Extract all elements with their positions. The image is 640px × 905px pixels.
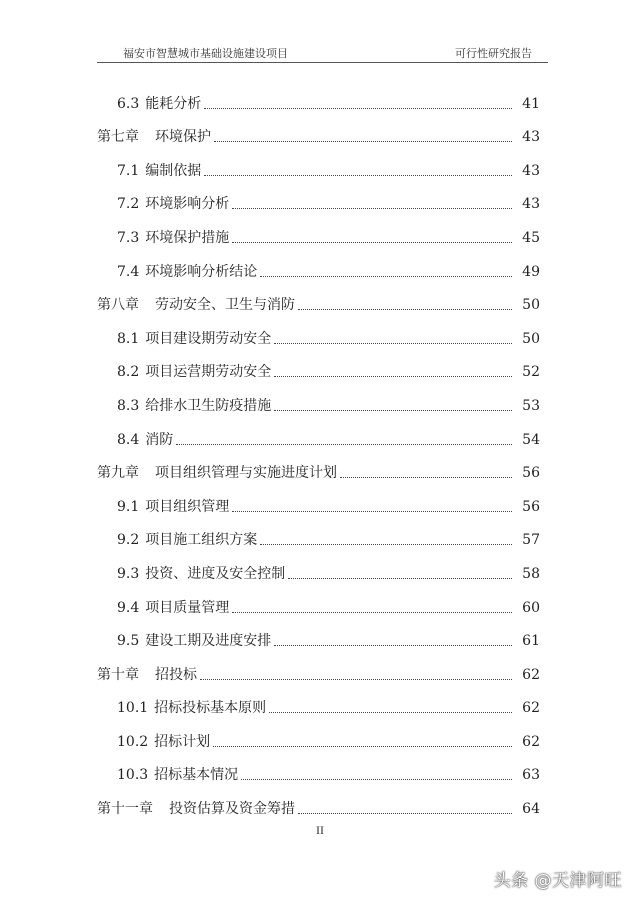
toc-leader-dots	[214, 141, 512, 142]
toc-entry-number: 第七章	[97, 129, 139, 146]
toc-leader-dots	[298, 309, 512, 310]
toc-section-entry	[97, 315, 542, 349]
toc-entry-page: 43	[522, 162, 540, 179]
toc-entry-title: 消防	[145, 431, 174, 448]
toc-leader-dots	[298, 813, 512, 814]
page-header	[97, 40, 548, 63]
toc-entry-number: 7.4	[117, 263, 140, 280]
header-project-title: 福安市智慧城市基础设施建设项目	[123, 47, 288, 60]
toc-section-entry	[97, 517, 542, 551]
toc-leader-dots	[232, 208, 512, 209]
toc-entry-title: 环境保护	[155, 129, 211, 146]
toc-entry-number: 10.2	[117, 733, 149, 750]
toc-leader-dots	[176, 444, 512, 445]
toc-entry-number: 9.1	[117, 498, 140, 515]
toc-section-entry	[97, 618, 542, 652]
toc-entry-page: 54	[522, 431, 540, 448]
toc-entry-number: 第十一章	[97, 801, 153, 818]
toc-leader-dots	[232, 511, 512, 512]
toc-entry-page: 62	[522, 666, 540, 683]
page-number: II	[316, 823, 324, 837]
toc-section-entry	[97, 718, 542, 752]
toc-entry-page: 50	[522, 330, 540, 347]
toc-entry-number: 8.4	[117, 431, 140, 448]
toc-entry-page: 43	[522, 196, 540, 213]
toc-leader-dots	[204, 108, 512, 109]
toc-entry-number: 7.3	[117, 229, 140, 246]
toc-entry-number: 8.3	[117, 397, 140, 414]
toc-entry-number: 第十章	[97, 666, 139, 683]
toc-entry-number: 9.4	[117, 599, 140, 616]
toc-section-entry	[97, 483, 542, 517]
toc-entry-page: 49	[522, 263, 540, 280]
toc-leader-dots	[204, 175, 512, 176]
toc-entry-title: 给排水卫生防疫措施	[145, 397, 272, 414]
toc-section-entry	[97, 214, 542, 248]
toc-entry-title: 投资估算及资金筹措	[169, 801, 295, 818]
toc-entry-number: 9.3	[117, 565, 140, 582]
toc-entry-page: 61	[522, 633, 540, 650]
toc-section-entry	[97, 685, 542, 719]
toc-section-entry	[97, 416, 542, 450]
toc-entry-title: 项目组织管理与实施进度计划	[155, 465, 337, 482]
toc-entry-page: 53	[522, 397, 540, 414]
toc-leader-dots	[241, 779, 512, 780]
toc-entry-number: 8.1	[117, 330, 140, 347]
toc-chapter-entry	[97, 450, 542, 484]
toc-chapter-entry	[97, 785, 542, 819]
toc-leader-dots	[274, 410, 512, 411]
toc-entry-page: 60	[522, 599, 540, 616]
toc-entry-number: 10.3	[117, 767, 149, 784]
toc-entry-title: 项目运营期劳动安全	[145, 364, 272, 381]
toc-leader-dots	[269, 712, 512, 713]
toc-section-entry	[97, 80, 542, 114]
toc-section-entry	[97, 382, 542, 416]
toc-entry-page: 45	[522, 229, 540, 246]
toc-entry-title: 项目质量管理	[145, 599, 230, 616]
toc-entry-number: 10.1	[117, 700, 149, 717]
toc-entry-page: 50	[522, 297, 540, 314]
toc-entry-title: 环境保护措施	[145, 229, 230, 246]
toc-leader-dots	[200, 679, 512, 680]
toc-entry-title: 环境影响分析	[145, 196, 230, 213]
toc-chapter-entry	[97, 282, 542, 316]
toc-entry-number: 7.2	[117, 196, 140, 213]
toc-entry-number: 7.1	[117, 162, 140, 179]
toc-entry-number: 第八章	[97, 297, 139, 314]
toc-section-entry	[97, 752, 542, 786]
toc-entry-page: 62	[522, 700, 540, 717]
table-of-contents	[97, 80, 542, 819]
toc-entry-title: 招标计划	[154, 733, 211, 750]
toc-section-entry	[97, 181, 542, 215]
toc-section-entry	[97, 248, 542, 282]
toc-chapter-entry	[97, 651, 542, 685]
toc-entry-page: 62	[522, 733, 540, 750]
toc-entry-title: 项目组织管理	[145, 498, 230, 515]
toc-entry-title: 招标投标基本原则	[154, 700, 267, 717]
toc-leader-dots	[274, 376, 512, 377]
toc-entry-page: 43	[522, 129, 540, 146]
toc-entry-number: 9.2	[117, 532, 140, 549]
toc-entry-title: 招标基本情况	[154, 767, 239, 784]
toc-leader-dots	[260, 544, 512, 545]
toc-entry-title: 劳动安全、卫生与消防	[155, 297, 295, 314]
toc-section-entry	[97, 349, 542, 383]
toc-entry-page: 57	[522, 532, 540, 549]
toc-section-entry	[97, 550, 542, 584]
toc-leader-dots	[288, 578, 512, 579]
header-report-type: 可行性研究报告	[455, 47, 532, 60]
toc-entry-title: 建设工期及进度安排	[145, 633, 272, 650]
toc-entry-page: 56	[522, 498, 540, 515]
toc-leader-dots	[232, 612, 512, 613]
toc-leader-dots	[232, 242, 512, 243]
toc-entry-page: 52	[522, 364, 540, 381]
toc-entry-page: 63	[522, 767, 540, 784]
toc-entry-page: 41	[522, 95, 540, 112]
toc-leader-dots	[340, 477, 512, 478]
toc-entry-number: 6.3	[117, 95, 140, 112]
toc-entry-title: 投资、进度及安全控制	[145, 565, 286, 582]
toc-entry-number: 9.5	[117, 633, 140, 650]
toc-entry-title: 项目施工组织方案	[145, 532, 258, 549]
toc-entry-number: 第九章	[97, 465, 139, 482]
toc-leader-dots	[213, 746, 512, 747]
toc-chapter-entry	[97, 114, 542, 148]
toc-leader-dots	[260, 276, 512, 277]
toc-leader-dots	[274, 645, 512, 646]
toc-entry-title: 项目建设期劳动安全	[145, 330, 272, 347]
toc-entry-title: 编制依据	[145, 162, 202, 179]
toc-entry-page: 56	[522, 465, 540, 482]
toc-entry-title: 能耗分析	[145, 95, 202, 112]
toc-entry-title: 招投标	[155, 666, 197, 683]
toc-section-entry	[97, 584, 542, 618]
toc-entry-page: 58	[522, 565, 540, 582]
toc-entry-title: 环境影响分析结论	[145, 263, 258, 280]
toc-leader-dots	[274, 343, 512, 344]
toc-section-entry	[97, 147, 542, 181]
toc-entry-number: 8.2	[117, 364, 140, 381]
watermark: 头条 @天津阿旺	[493, 871, 622, 891]
toc-entry-page: 64	[522, 801, 540, 818]
